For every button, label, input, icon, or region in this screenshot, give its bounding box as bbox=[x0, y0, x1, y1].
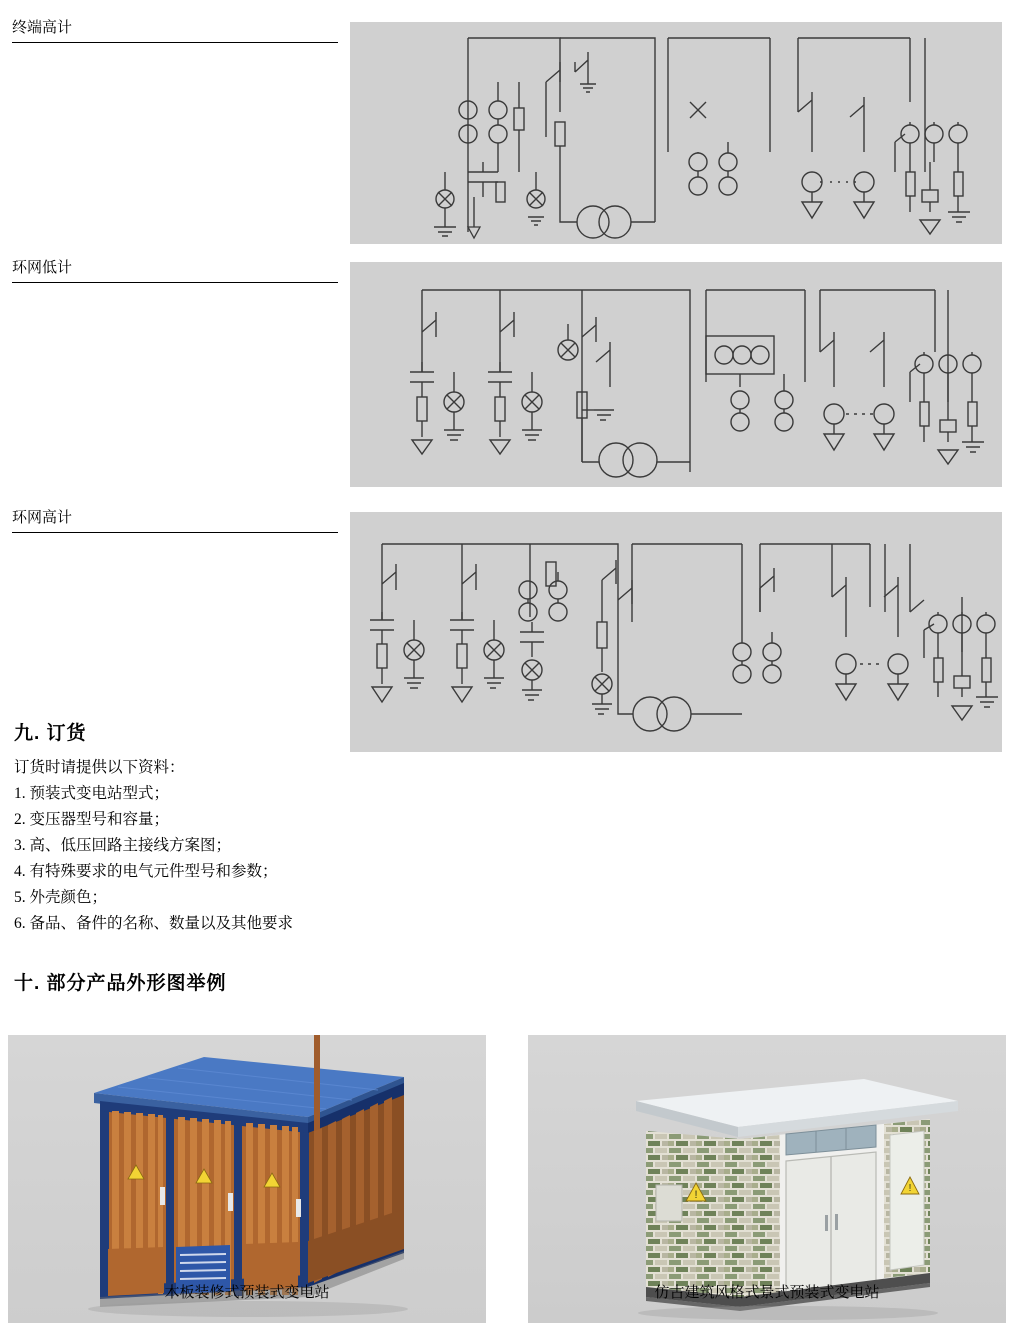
order-requirements-list bbox=[14, 781, 293, 937]
order-item: 4. 有特殊要求的电气元件型号和参数； bbox=[14, 863, 278, 880]
order-item: 2. 变压器型号和容量； bbox=[14, 811, 170, 828]
schematic-terminal-high-metering bbox=[350, 22, 1002, 244]
schematic-ring-network-low-metering bbox=[350, 262, 1002, 487]
product-photo-wood-panel-substation bbox=[8, 1035, 486, 1323]
photo-caption-wood-panel-substation: 木板装修式预装式变电站 bbox=[164, 1285, 330, 1301]
order-item: 1. 预装式变电站型式； bbox=[14, 785, 170, 802]
order-item: 6. 备品、备件的名称、数量以及其他要求 bbox=[14, 915, 294, 932]
schematic-ring-network-high-metering bbox=[350, 512, 1002, 752]
diagram-label-ring-network-low-metering: 环网低计 bbox=[12, 258, 338, 283]
svg-text:!: ! bbox=[908, 1183, 912, 1194]
section-heading-product-examples: 十. 部分产品外形图举例 bbox=[14, 973, 227, 994]
photo-caption-antique-style-substation: 仿古建筑风格式景式预装式变电站 bbox=[654, 1285, 880, 1301]
order-item: 5. 外壳颜色； bbox=[14, 889, 108, 906]
order-intro-text: 订货时请提供以下资料： bbox=[14, 759, 185, 776]
section-heading-order: 九. 订货 bbox=[14, 723, 87, 744]
order-item: 3. 高、低压回路主接线方案图； bbox=[14, 837, 232, 854]
product-photo-antique-style-substation bbox=[528, 1035, 1006, 1323]
diagram-label-terminal-high-metering: 终端高计 bbox=[12, 18, 338, 43]
diagram-label-ring-network-high-metering: 环网高计 bbox=[12, 508, 338, 533]
svg-text:!: ! bbox=[694, 1189, 698, 1201]
